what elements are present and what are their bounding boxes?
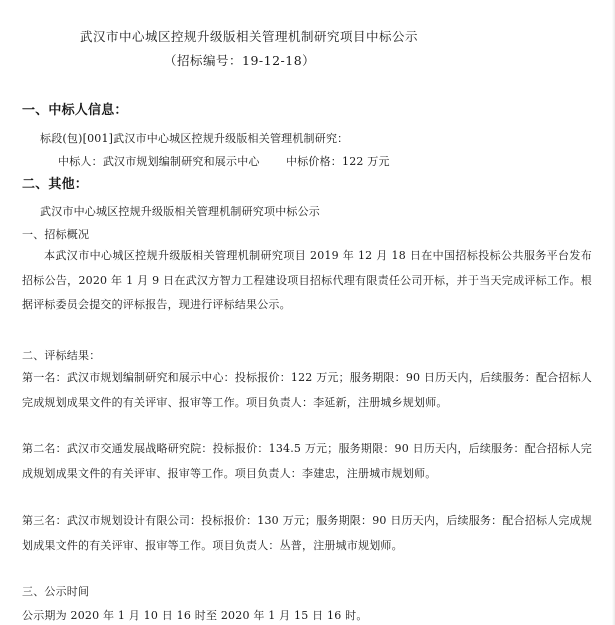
notice-period-heading: 三、公示时间 xyxy=(22,585,90,598)
results-heading: 二、评标结果： xyxy=(22,349,101,362)
section-winner-info-heading: 一、中标人信息： xyxy=(22,103,128,118)
section-other-heading: 二、其他： xyxy=(22,177,89,192)
bid-number: （招标编号：19-12-18） xyxy=(164,53,316,68)
result-second: 第二名：武汉市交通发展战略研究院：投标报价：134.5 万元；服务期限：90 日历天内，后续服务：配合招标人完成规划成果文件的有关评审、报审等工作。项目负责人：李建忠，注册城市规划师。 xyxy=(22,442,592,480)
document-title: 武汉市中心城区控规升级版相关管理机制研究项目中标公示 xyxy=(80,29,419,44)
result-first: 第一名：武汉市规划编制研究和展示中心：投标报价：122 万元；服务期限：90 日历天内，后续服务：配合招标人完成规划成果文件的有关评审、报审等工作。项目负责人：李延新，注册城乡规划师。 xyxy=(22,371,592,409)
overview-heading: 一、招标概况 xyxy=(22,228,90,241)
overview-paragraph: 本武汉市中心城区控规升级版相关管理机制研究项目 2019 年 12 月 18 日在中国招标投标公共服务平台发布招标公告，2020 年 1 月 9 日在武汉方智力工程建设项目招标代理有限责任公司开标，并于当天完成评标工作。根据评标委员会提交的评标报告，现进行评标结果公示。 xyxy=(22,249,592,311)
winner-name: 武汉市规划编制研究和展示中心 xyxy=(102,155,260,168)
result-third: 第三名：武汉市规划设计有限公司：投标报价：130 万元；服务期限：90 日历天内，后续服务：配合招标人完成规划成果文件的有关评审、报审等工作。项目负责人：丛普，注册城市规划师。 xyxy=(22,514,592,552)
lot-description: 标段(包)[001]武汉市中心城区控规升级版相关管理机制研究： xyxy=(40,132,349,145)
winner-row xyxy=(58,155,260,169)
price-value: 122 万元 xyxy=(342,155,390,168)
price-label: 中标价格： xyxy=(286,155,342,168)
price-row xyxy=(286,155,390,169)
notice-doc-title: 武汉市中心城区控规升级版相关管理机制研究项中标公示 xyxy=(40,205,320,218)
winner-label: 中标人： xyxy=(58,155,103,168)
notice-period-text: 公示期为 2020 年 1 月 10 日 16 时至 2020 年 1 月 15 日 16 时。 xyxy=(22,609,368,622)
